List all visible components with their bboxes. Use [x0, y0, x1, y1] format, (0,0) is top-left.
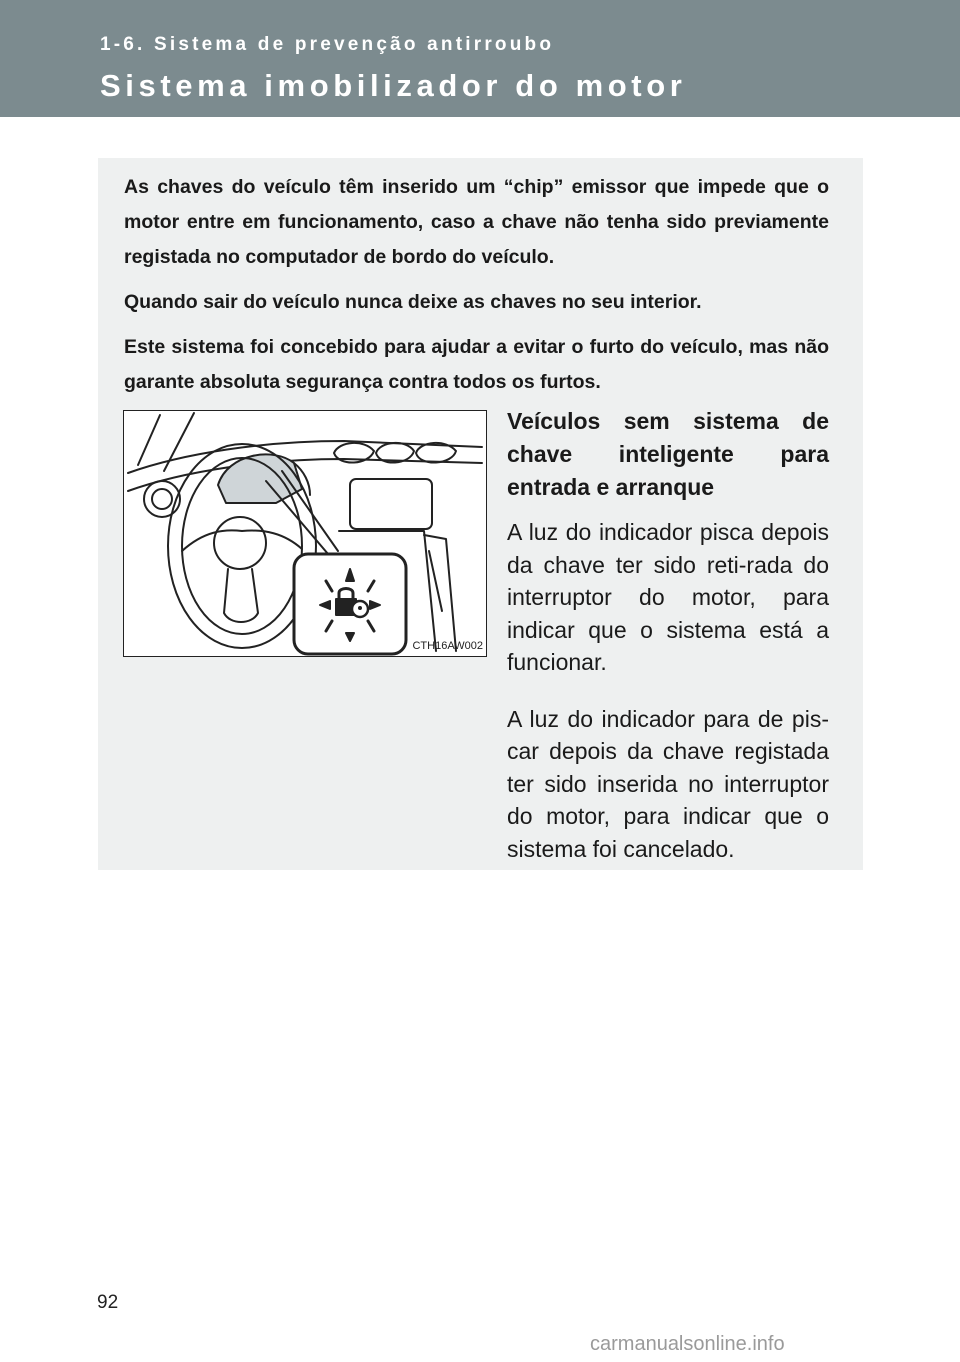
- intro-block: [124, 170, 829, 410]
- security-indicator-lock-icon: [294, 554, 406, 654]
- page-number: 92: [97, 1292, 119, 1313]
- page-title: Sistema imobilizador do motor: [100, 68, 687, 103]
- chapter-header: [0, 0, 960, 117]
- section-no-smart-key: [507, 405, 829, 865]
- indicator-blinking-paragraph: A luz do indicador pisca depois da chave ter sido reti-rada do interruptor do motor, para indicar que o sistema está a funcionar.: [507, 519, 829, 675]
- intro-paragraph-warning: Quando sair do veículo nunca deixe as chaves no seu interior.: [124, 291, 702, 313]
- section-label: 1-6. Sistema de prevenção antirroubo: [100, 34, 555, 55]
- figure-code: CTH16AW002: [412, 640, 483, 652]
- indicator-stop-paragraph: A luz do indicador para de pis-car depois da chave registada ter sido inserida no interruptor do motor, para indicar que o sistema foi cancelado.: [507, 705, 829, 862]
- watermark: carmanualsonline.info: [590, 1333, 785, 1355]
- dashboard-illustration: [123, 410, 487, 657]
- section-subheading: Veículos sem sistema de chave inteligente para entrada e arranque: [507, 408, 829, 500]
- intro-paragraph-disclaimer: Este sistema foi concebido para ajudar a evitar o furto do veículo, mas não garante absoluta segurança contra todos os furtos.: [124, 336, 829, 393]
- intro-paragraph-keys: As chaves do veículo têm inserido um “chip” emissor que impede que o motor entre em funcionamento, caso a chave não tenha sido previamente registada no computador de bordo do veículo.: [124, 176, 829, 268]
